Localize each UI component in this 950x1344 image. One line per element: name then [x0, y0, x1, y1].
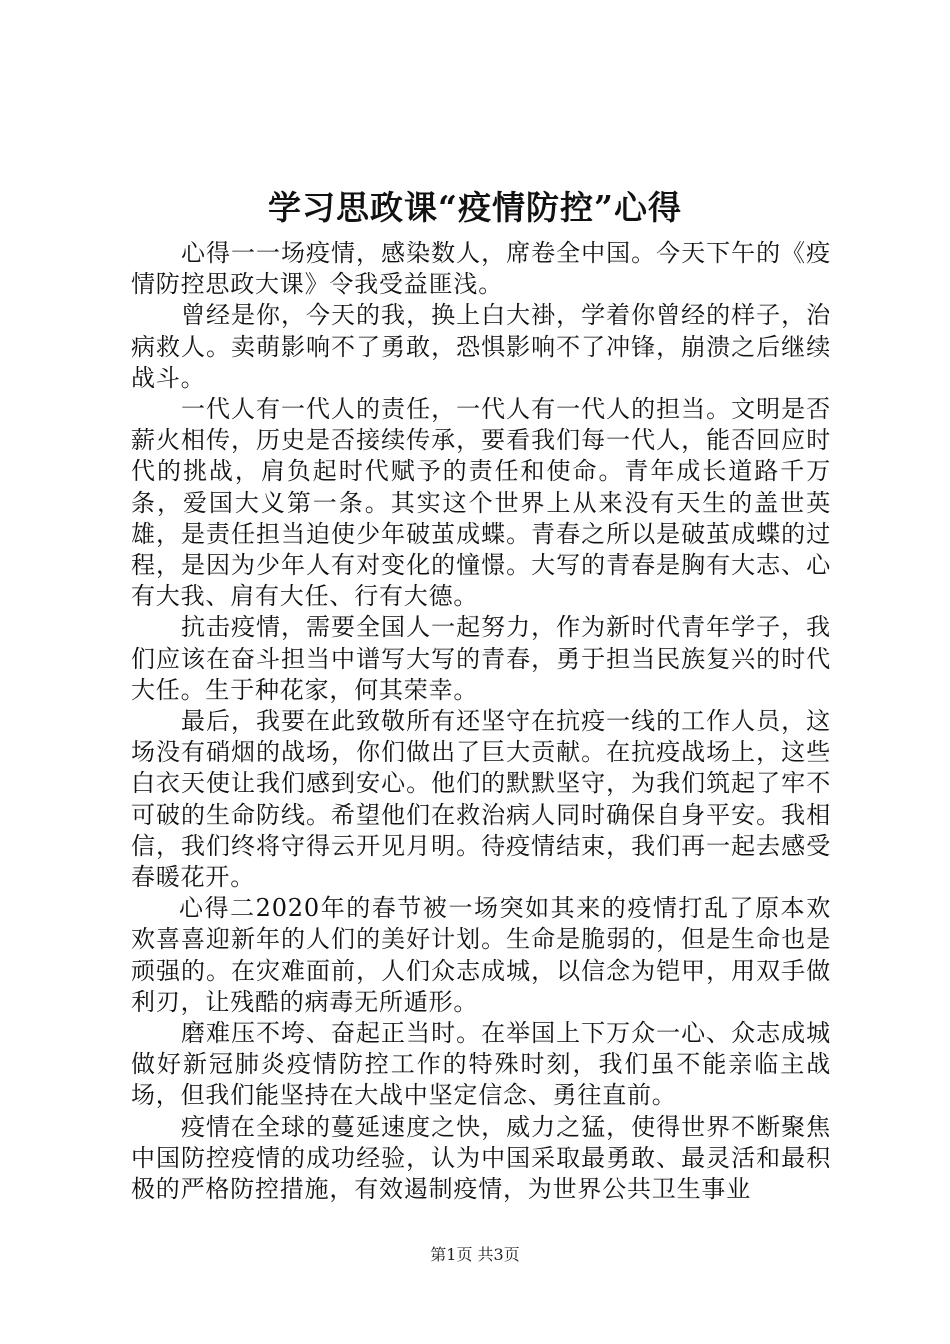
paragraph: 心得一一场疫情，感染数人，席卷全中国。今天下午的《疫情防控思政大课》令我受益匪浅。: [131, 239, 831, 299]
paragraph: 抗击疫情，需要全国人一起努力，作为新时代青年学子，我们应该在奋斗担当中谱写大写的青春，勇于担当民族复兴的时代大任。生于种花家，何其荣幸。: [131, 613, 831, 704]
paragraph: 最后，我要在此致敬所有还坚守在抗疫一线的工作人员，这场没有硝烟的战场，你们做出了巨大贡献。在抗疫战场上，这些白衣天使让我们感到安心。他们的默默坚守，为我们筑起了牢不可破的生命防线。希望他们在救治病人同时确保自身平安。我相信，我们终将守得云开见月明。待疫情结束，我们再一起去感受春暖花开。: [131, 707, 831, 892]
paragraph: 一代人有一代人的责任，一代人有一代人的担当。文明是否薪火相传，历史是否接续传承，要看我们每一代人，能否回应时代的挑战，肩负起时代赋予的责任和使命。青年成长道路千万条，爱国大义第一条。其实这个世界上从来没有天生的盖世英雄，是责任担当迫使少年破茧成蝶。青春之所以是破茧成蝶的过程，是因为少年人有对变化的憧憬。大写的青春是胸有大志、心有大我、肩有大任、行有大德。: [131, 395, 831, 611]
page-footer: 第1页 共3页: [430, 1245, 520, 1264]
paragraph: 曾经是你，今天的我，换上白大褂，学着你曾经的样子，治病救人。卖萌影响不了勇敢，恐惧影响不了冲锋，崩溃之后继续战斗。: [131, 301, 831, 392]
document-body: [131, 238, 831, 1205]
paragraph: 心得二2020年的春节被一场突如其来的疫情打乱了原本欢欢喜喜迎新年的人们的美好计划。生命是脆弱的，但是生命也是顽强的。在灾难面前，人们众志成城，以信念为铠甲，用双手做利刃，让残酷的病毒无所遁形。: [131, 894, 831, 1016]
paragraph: 磨难压不垮、奋起正当时。在举国上下万众一心、众志成城做好新冠肺炎疫情防控工作的特殊时刻，我们虽不能亲临主战场，但我们能坚持在大战中坚定信念、勇往直前。: [131, 1019, 831, 1110]
document-title: 学习思政课“疫情防控”心得: [268, 188, 682, 227]
paragraph: 疫情在全球的蔓延速度之快，威力之猛，使得世界不断聚焦中国防控疫情的成功经验，认为中国采取最勇敢、最灵活和最积极的严格防控措施，有效遏制疫情，为世界公共卫生事业: [131, 1112, 831, 1204]
